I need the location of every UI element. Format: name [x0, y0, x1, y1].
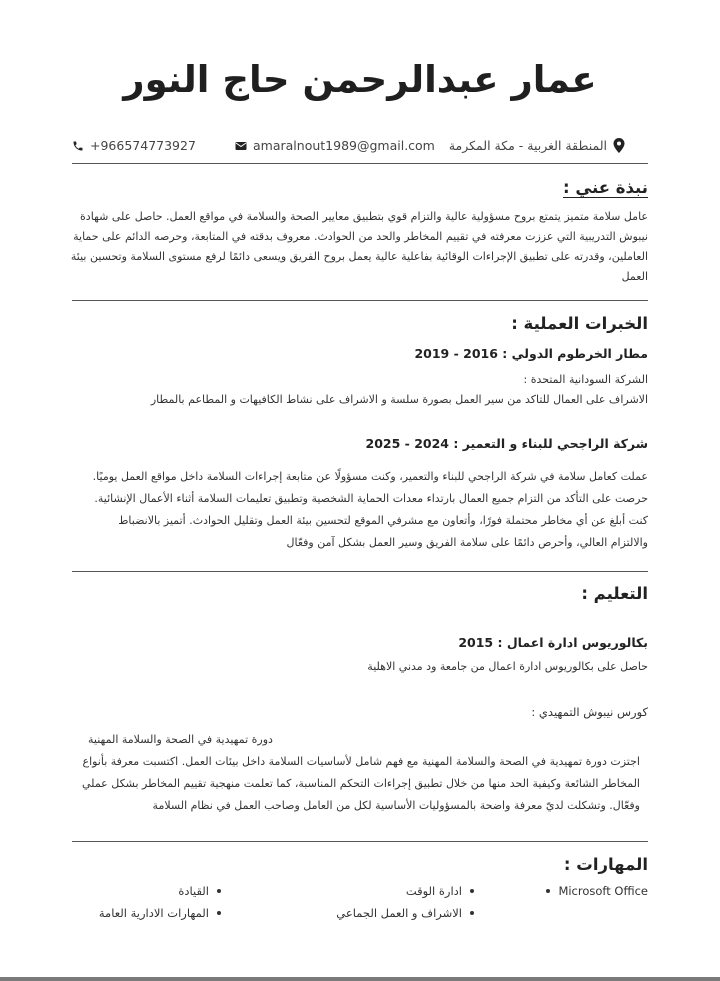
bullet-icon [470, 889, 474, 893]
about-heading: نبذة عني : [563, 178, 648, 197]
skill-item: القيادة [178, 884, 221, 898]
job-title-alrajhi: شركة الراجحي للبناء و التعمير : 2024 - 2025 [365, 436, 648, 451]
experience-heading: الخبرات العملية : [511, 314, 648, 333]
job-title-khartoum: مطار الخرطوم الدولي : 2016 - 2019 [414, 346, 648, 361]
skill-item: ادارة الوقت [406, 884, 474, 898]
divider [72, 163, 648, 164]
job-desc-alrajhi: عملت كعامل سلامة في شركة الراجحي للبناء والتعمير، وكنت مسؤولًا عن متابعة إجراءات السلامة داخل مواقع العمل يوميًا. حرصت على التأكد من التزام جميع العمال بارتداء معدات الحماية الشخصية وتطبيق تعليمات السلامة أثناء الأعمال الإنشائية. كنت أبلغ عن أي مخاطر محتملة فورًا، وأتعاون مع مشرفي الموقع لتحسين بيئة العمل وتقليل الحوادث. أتميز بالانضباط والالتزام العالي، وأحرص دائمًا على سلامة الفريق وسير العمل بشكل آمن وفعّال [92, 470, 648, 549]
skills-heading: المهارات : [563, 855, 648, 874]
job-desc-khartoum: الاشراف على العمال للتاكد من سير العمل بصورة سلسة و الاشراف على نشاط الكافيهات و المطاعم بالمطار [150, 393, 648, 406]
bullet-icon [217, 889, 221, 893]
email-contact[interactable] [235, 138, 435, 153]
course-title: كورس نيبوش التمهيدي : [531, 705, 648, 719]
location-text: المنطقة الغربية - مكة المكرمة [448, 138, 607, 153]
degree-title: بكالوريوس ادارة اعمال : 2015 [458, 635, 648, 650]
skill-item: المهارات الادارية العامة [99, 906, 221, 920]
job-company-khartoum: الشركة السودانية المتحدة : [523, 373, 648, 386]
skill-item: الاشراف و العمل الجماعي [336, 906, 474, 920]
divider [72, 841, 648, 842]
about-text: عامل سلامة متميز يتمتع بروح مسؤولية عالية والتزام قوي بتطبيق معايير الصحة والسلامة في مواقع العمل. حاصل على شهادة نيبوش التدريبية التي عززت معرفته في تقييم المخاطر والحد من الحوادث. معروف بدقته في المتابعة، وحرصه الدائم على حماية العاملين، وقدرته على تطبيق الإجراءات الوقائية بفاعلية عالية يعمل بروح الفريق ويسعى دائمًا لرفع مستوى السلامة وتحسين بيئة العمل [70, 210, 648, 283]
education-heading: التعليم : [581, 584, 648, 603]
degree-text: حاصل على بكالوريوس ادارة اعمال من جامعة ود مدني الاهلية [367, 660, 648, 673]
email-address: amaralnout1989@gmail.com [253, 138, 435, 153]
skills-list [72, 884, 648, 924]
email-icon [235, 141, 247, 151]
bullet-icon [217, 911, 221, 915]
bullet-icon [546, 889, 550, 893]
course-subtitle: دورة تمهيدية في الصحة والسلامة المهنية [88, 733, 273, 746]
phone-icon [72, 140, 84, 152]
divider [72, 300, 648, 301]
skill-item: Microsoft Office [546, 884, 648, 898]
course-text: اجتزت دورة تمهيدية في الصحة والسلامة المهنية مع فهم شامل لأساسيات السلامة داخل بيئات العمل. اكتسبت معرفة بأنواع المخاطر الشائعة وكيفية الحد منها من خلال تطبيق إجراءات التحكم المناسبة، كما تعلمت منهجية تقييم المخاطر بشكل عملي وفعّال. وتشكلت لديّ معرفة واضحة بالمسؤوليات الأساسية لكل من العامل وصاحب العمل في نظام السلامة [82, 755, 640, 812]
phone-number: +966574773927 [90, 138, 196, 153]
location-contact [449, 138, 625, 153]
page-bottom-edge [0, 977, 720, 981]
location-pin-icon [613, 138, 625, 153]
contact-row [72, 138, 648, 158]
divider [72, 571, 648, 572]
phone-contact[interactable] [72, 138, 196, 153]
candidate-name: عمار عبدالرحمن حاج النور [123, 58, 597, 101]
bullet-icon [470, 911, 474, 915]
